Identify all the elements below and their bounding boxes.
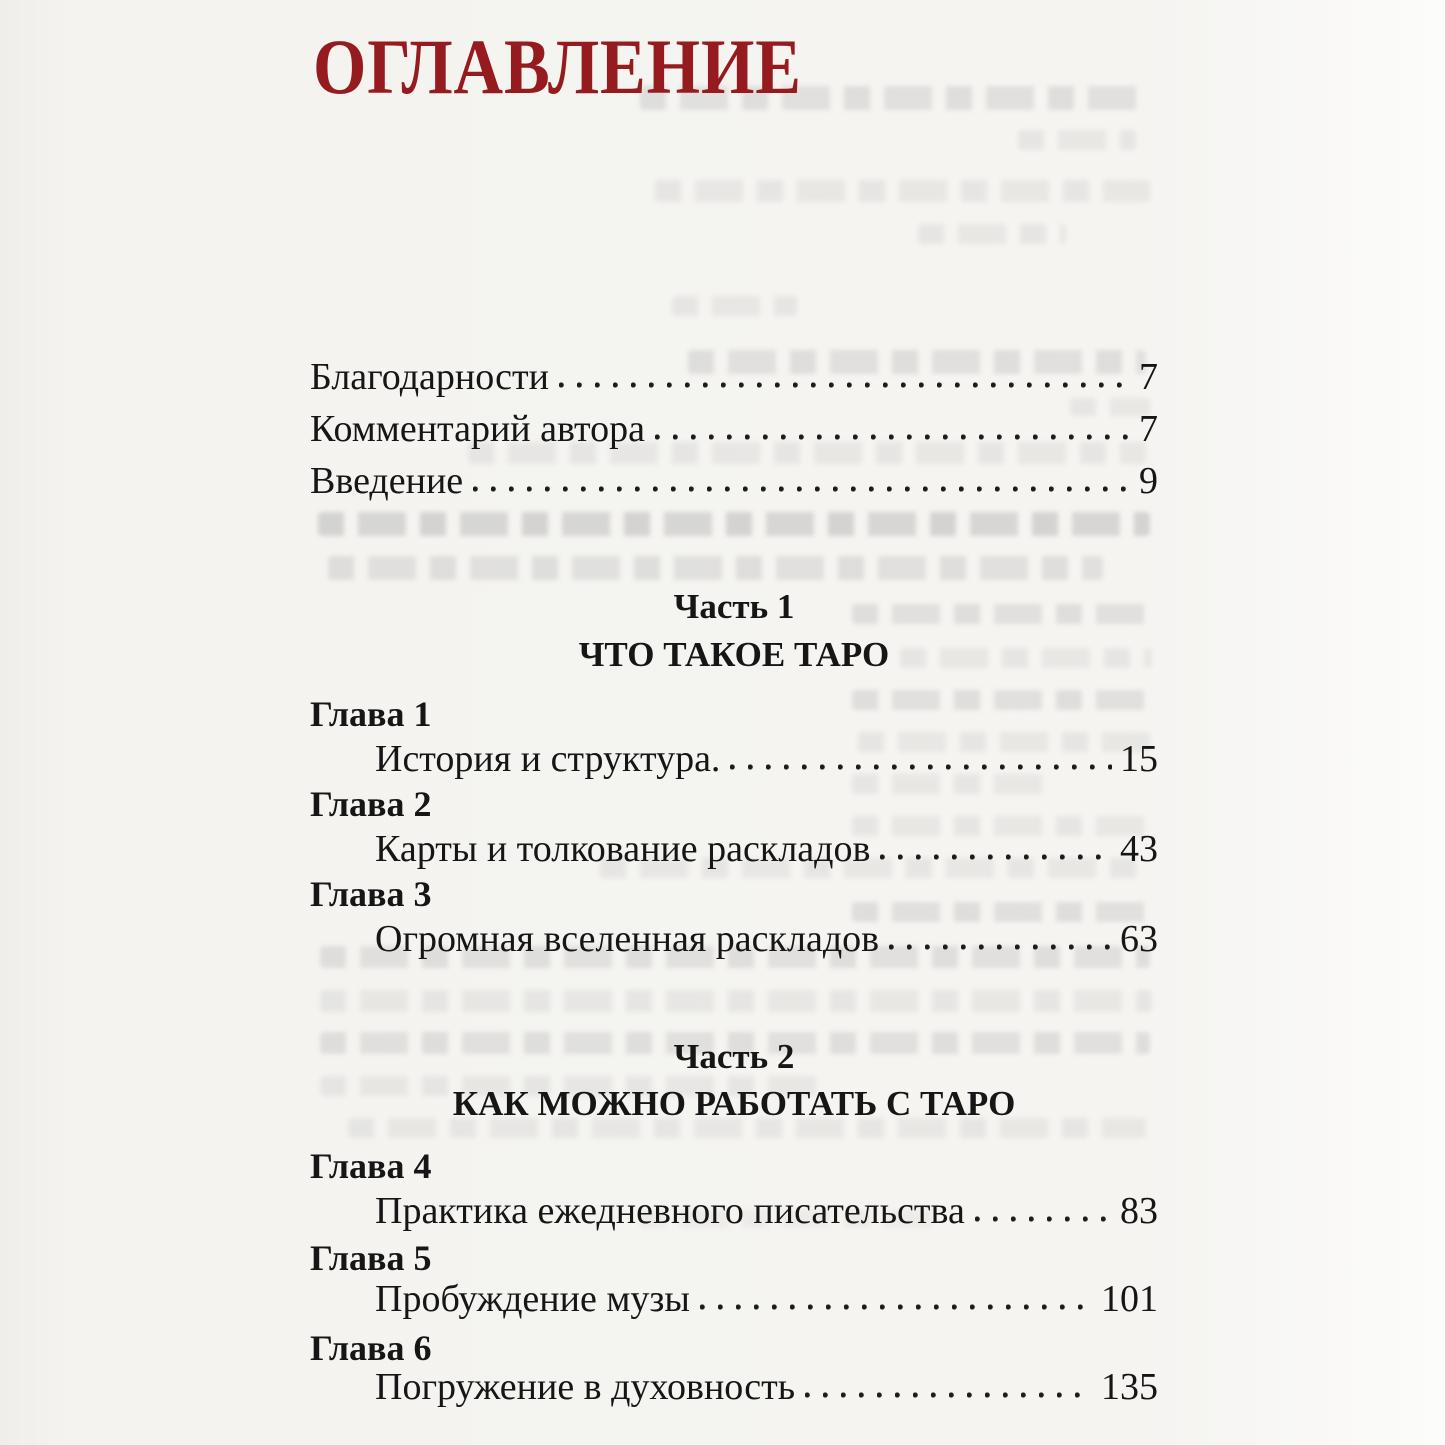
dot-leader [655, 431, 1131, 443]
dot-leader [975, 1213, 1112, 1225]
toc-entry [375, 918, 1158, 960]
toc-entry [310, 356, 1158, 398]
toc-entry-page: 7 [1139, 356, 1158, 398]
chapter-title: Практика ежедневного писательства [375, 1190, 965, 1232]
chapter-label: Глава 6 [310, 1328, 432, 1368]
toc-entry [310, 408, 1158, 450]
part-label: Часть 1 [673, 587, 795, 626]
toc-entry [310, 460, 1158, 502]
toc-entry-page: 43 [1120, 828, 1158, 870]
toc-entry-label: Благодарности [310, 356, 549, 398]
page-title: ОГЛАВЛЕНИЕ [313, 23, 802, 110]
toc-entry-page: 101 [1101, 1278, 1158, 1320]
chapter-label: Глава 1 [310, 694, 432, 734]
chapter-label: Глава 2 [310, 784, 432, 824]
dot-leader [889, 941, 1112, 953]
toc-entry [375, 828, 1158, 870]
toc-entry-page: 15 [1120, 738, 1158, 780]
dot-leader [730, 761, 1112, 773]
dot-leader [559, 379, 1131, 391]
part-title: ЧТО ТАКОЕ ТАРО [578, 635, 890, 674]
chapter-title: Пробуждение музы [375, 1278, 690, 1320]
chapter-title: Погружение в духовность [375, 1366, 796, 1408]
toc-entry [375, 1190, 1158, 1232]
dot-leader [473, 483, 1131, 495]
toc-entry [375, 1366, 1158, 1408]
dot-leader [700, 1301, 1093, 1313]
part-label: Часть 2 [673, 1037, 795, 1076]
toc-entry-page: 7 [1139, 408, 1158, 450]
table-of-contents [310, 0, 1158, 1445]
toc-entry-label: Комментарий автора [310, 408, 645, 450]
dot-leader [880, 851, 1112, 863]
part-title: КАК МОЖНО РАБОТАТЬ С ТАРО [452, 1084, 1016, 1123]
chapter-title: Карты и толкование раскладов [375, 828, 871, 870]
toc-entry [375, 738, 1158, 780]
dot-leader [805, 1389, 1093, 1401]
toc-entry-page: 9 [1139, 460, 1158, 502]
toc-entry-label: Введение [310, 460, 464, 502]
chapter-title: История и структура. [375, 738, 721, 780]
chapter-label: Глава 5 [310, 1238, 432, 1278]
chapter-label: Глава 4 [310, 1146, 432, 1186]
chapter-label: Глава 3 [310, 874, 432, 914]
chapter-title: Огромная вселенная раскладов [375, 918, 880, 960]
toc-entry-page: 83 [1120, 1190, 1158, 1232]
toc-entry [375, 1278, 1158, 1320]
toc-entry-page: 135 [1101, 1366, 1158, 1408]
toc-entry-page: 63 [1120, 918, 1158, 960]
